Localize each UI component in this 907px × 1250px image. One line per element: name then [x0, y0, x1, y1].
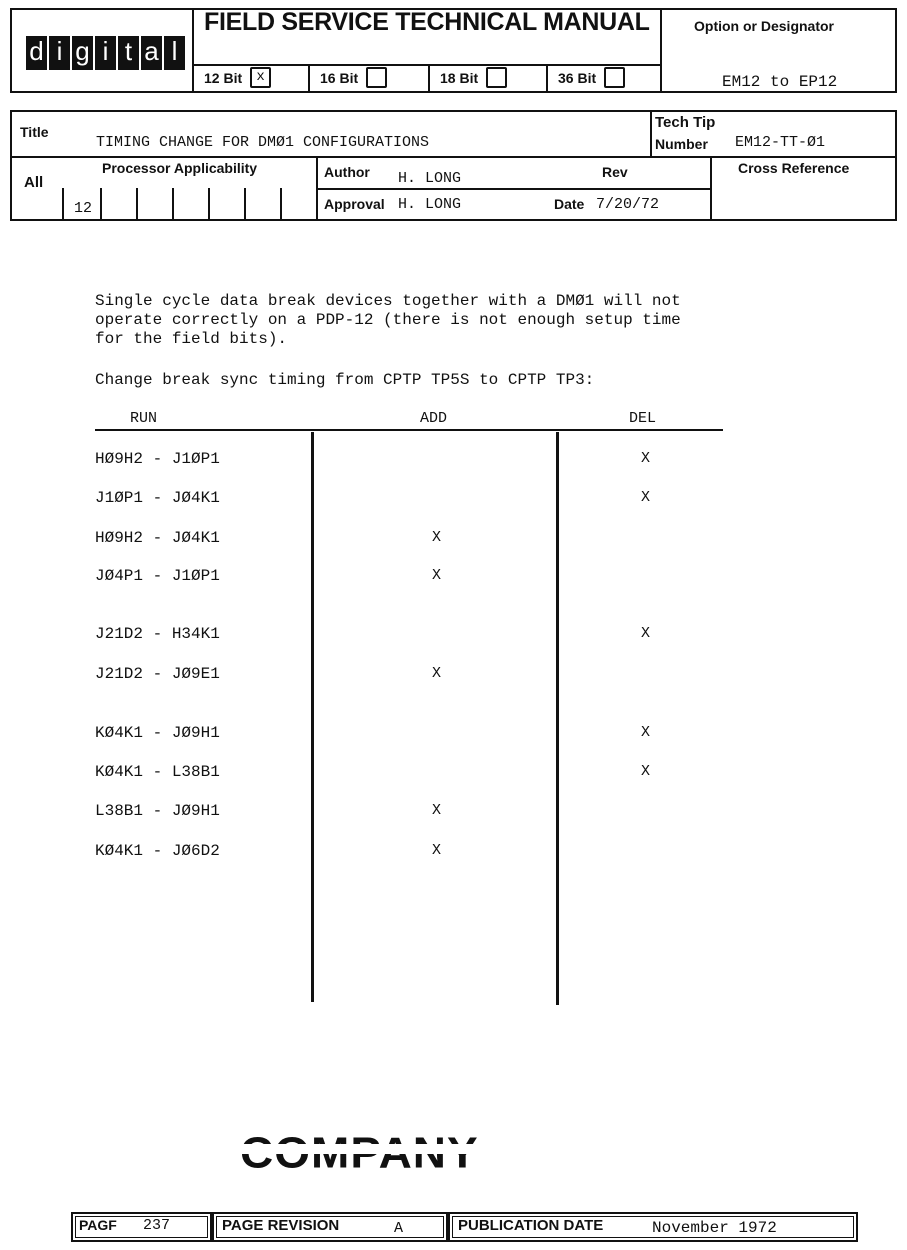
revision-label: PAGE REVISION: [222, 1217, 340, 1234]
description-paragraph: [95, 292, 681, 349]
number-value: EM12-TT-Ø1: [735, 134, 826, 151]
checkbox-16bit: [366, 67, 387, 88]
checkbox-36bit: [604, 67, 625, 88]
run-cell: HØ9H2 - JØ4K1: [95, 529, 220, 547]
author-label: Author: [324, 164, 370, 180]
run-cell: KØ4K1 - JØ6D2: [95, 842, 220, 860]
manual-header: [10, 8, 897, 93]
rev-label: Rev: [602, 164, 628, 180]
add-cell: X: [432, 665, 442, 682]
date-label: Date: [554, 196, 585, 212]
table-divider-right: [556, 432, 559, 1005]
run-cell: L38B1 - JØ9H1: [95, 802, 220, 820]
footer-revision: [212, 1212, 448, 1242]
approval-value: H. LONG: [398, 196, 462, 213]
processor-value: 12: [74, 200, 93, 217]
logo-letter: i: [49, 36, 70, 70]
instruction-line: Change break sync timing from CPTP TP5S to CPTP TP3:: [95, 371, 595, 389]
option-label: Option or Designator: [694, 18, 834, 34]
info-block: [10, 110, 897, 221]
logo-letter: g: [72, 36, 93, 70]
digital-logo: [26, 36, 185, 70]
logo-letter: t: [118, 36, 139, 70]
run-cell: HØ9H2 - J1ØP1: [95, 450, 220, 468]
date-value: 7/20/72: [596, 196, 660, 213]
add-cell: X: [432, 802, 442, 819]
author-value: H. LONG: [398, 170, 462, 187]
bit-label: 36 Bit: [558, 70, 597, 86]
run-cell: J21D2 - JØ9E1: [95, 665, 220, 683]
all-label: All: [24, 174, 44, 191]
approval-label: Approval: [324, 196, 385, 212]
pubdate-label: PUBLICATION DATE: [458, 1217, 604, 1234]
manual-title: FIELD SERVICE TECHNICAL MANUAL: [204, 8, 650, 36]
bit-label: 18 Bit: [440, 70, 479, 86]
logo-letter: l: [164, 36, 185, 70]
footer-page: [71, 1212, 212, 1242]
number-label: Number: [655, 136, 708, 152]
column-header-del: DEL: [629, 410, 657, 427]
bit-option-18: [428, 66, 548, 91]
text-line: for the field bits).: [95, 330, 288, 348]
del-cell: X: [641, 625, 651, 642]
run-cell: JØ4P1 - J1ØP1: [95, 567, 220, 585]
title-label: Title: [20, 124, 49, 140]
column-header-run: RUN: [130, 410, 158, 427]
page-number: 237: [143, 1217, 171, 1234]
add-cell: X: [432, 529, 442, 546]
confidential-stamp: [240, 1120, 670, 1176]
checkbox-18bit: [486, 67, 507, 88]
run-cell: J21D2 - H34K1: [95, 625, 220, 643]
processor-label: Processor Applicability: [102, 160, 258, 176]
option-value: EM12 to EP12: [722, 73, 838, 91]
page-label: PAGF: [79, 1217, 117, 1233]
pubdate-value: November 1972: [652, 1219, 777, 1237]
bit-label: 12 Bit: [204, 70, 243, 86]
run-cell: J1ØP1 - JØ4K1: [95, 489, 220, 507]
checkbox-12bit: x: [250, 67, 271, 88]
text-line: Single cycle data break devices together with a DMØ1 will not: [95, 292, 681, 310]
del-cell: X: [641, 489, 651, 506]
run-cell: KØ4K1 - JØ9H1: [95, 724, 220, 742]
bit-option-16: [308, 66, 430, 91]
table-divider-left: [311, 432, 314, 1002]
table-header-rule: [95, 429, 723, 431]
del-cell: X: [641, 763, 651, 780]
del-cell: X: [641, 724, 651, 741]
cross-reference-label: Cross Reference: [738, 160, 850, 176]
column-header-add: ADD: [420, 410, 448, 427]
revision-value: A: [394, 1220, 404, 1237]
add-cell: X: [432, 567, 442, 584]
bit-option-12: [194, 66, 312, 91]
text-line: operate correctly on a PDP-12 (there is not enough setup time: [95, 311, 681, 329]
logo-letter: a: [141, 36, 162, 70]
run-cell: KØ4K1 - L38B1: [95, 763, 220, 781]
add-cell: X: [432, 842, 442, 859]
logo-letter: i: [95, 36, 116, 70]
bit-label: 16 Bit: [320, 70, 359, 86]
logo-letter: d: [26, 36, 47, 70]
title-value: TIMING CHANGE FOR DMØ1 CONFIGURATIONS: [96, 134, 430, 151]
footer-publication: [448, 1212, 858, 1242]
bit-option-36: [546, 66, 660, 91]
del-cell: X: [641, 450, 651, 467]
tech-tip-label: Tech Tip: [655, 114, 716, 131]
